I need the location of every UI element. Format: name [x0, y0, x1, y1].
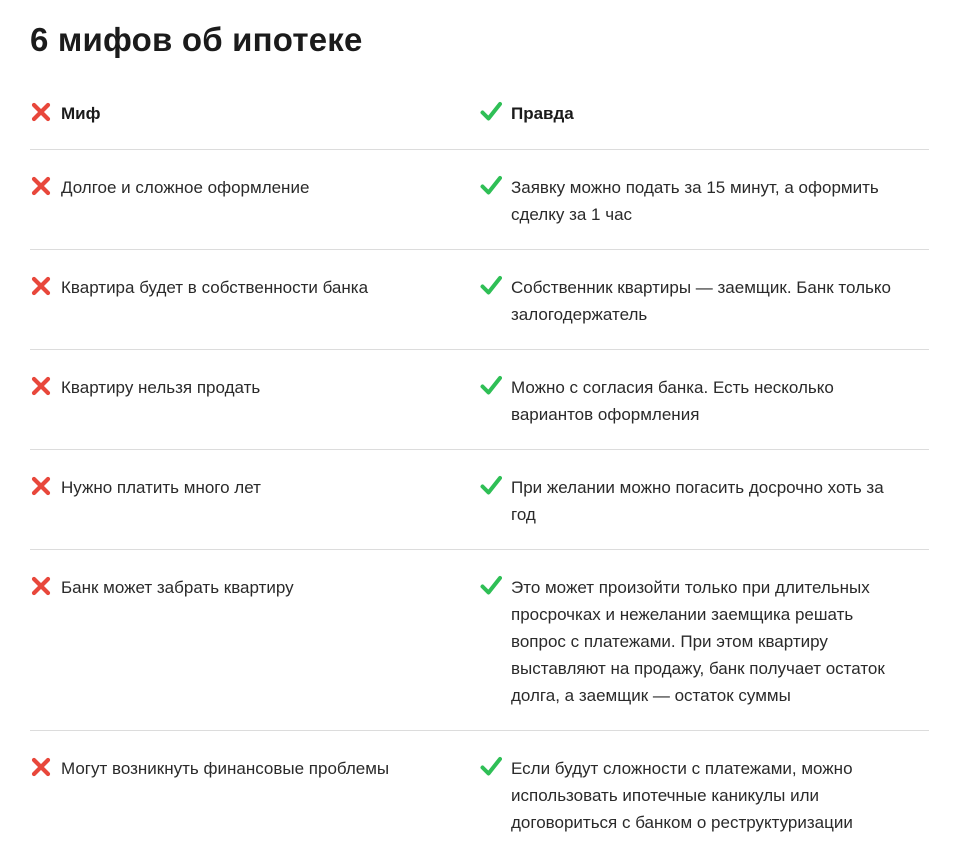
- myth-cell: [30, 756, 480, 829]
- myth-cell: [30, 275, 480, 327]
- check-icon: [480, 575, 502, 597]
- table-row: [30, 150, 929, 250]
- myth-cell: [30, 475, 480, 527]
- myth-text: Долгое и сложное оформление: [61, 178, 310, 197]
- myths-table: [30, 78, 929, 851]
- truth-text: Можно с согласия банка. Есть несколько вариантов оформления: [511, 378, 834, 424]
- page-title: 6 мифов об ипотеке: [30, 21, 363, 58]
- header-truth: [480, 101, 929, 149]
- check-icon: [480, 175, 502, 197]
- myth-cell: [30, 375, 480, 427]
- myth-text: Могут возникнуть финансовые проблемы: [61, 759, 390, 778]
- check-icon: [480, 275, 502, 297]
- cross-icon: [30, 175, 52, 197]
- check-icon: [480, 475, 502, 497]
- check-icon: [480, 375, 502, 397]
- truth-cell: [480, 475, 929, 527]
- truth-text: Заявку можно подать за 15 минут, а оформить сделку за 1 час: [511, 178, 879, 224]
- header-myth-label: Миф: [61, 104, 101, 123]
- cross-icon: [30, 756, 52, 778]
- header-truth-label: Правда: [511, 104, 574, 123]
- article: [30, 0, 929, 851]
- truth-cell: [480, 756, 929, 832]
- check-icon: [480, 756, 502, 778]
- truth-cell: [480, 375, 929, 427]
- table-row: [30, 731, 929, 851]
- table-row: [30, 250, 929, 350]
- table-row: [30, 550, 929, 731]
- table-header-row: [30, 78, 929, 150]
- cross-icon: [30, 575, 52, 597]
- truth-text: Если будут сложности с платежами, можно использовать ипотечные каникулы или договориться с банком о реструктуризации: [511, 759, 853, 832]
- myth-cell: [30, 175, 480, 227]
- myth-cell: [30, 575, 480, 708]
- cross-icon: [30, 475, 52, 497]
- truth-text: При желании можно погасить досрочно хоть за год: [511, 478, 884, 524]
- table-row: [30, 450, 929, 550]
- header-myth: [30, 101, 480, 149]
- myth-text: Квартиру нельзя продать: [61, 378, 261, 397]
- myth-text: Банк может забрать квартиру: [61, 578, 294, 597]
- truth-text: Собственник квартиры — заемщик. Банк только залогодержатель: [511, 278, 891, 324]
- truth-cell: [480, 275, 929, 327]
- table-row: [30, 350, 929, 450]
- cross-icon: [30, 375, 52, 397]
- truth-cell: [480, 575, 929, 708]
- truth-cell: [480, 175, 929, 227]
- truth-text: Это может произойти только при длительных просрочках и нежелании заемщика решать вопрос с платежами. При этом квартиру выставляют на продажу, банк получает остаток долга, а заемщик — остаток суммы: [511, 578, 885, 705]
- cross-icon: [30, 101, 52, 123]
- myth-text: Квартира будет в собственности банка: [61, 278, 369, 297]
- check-icon: [480, 101, 502, 123]
- cross-icon: [30, 275, 52, 297]
- myth-text: Нужно платить много лет: [61, 478, 261, 497]
